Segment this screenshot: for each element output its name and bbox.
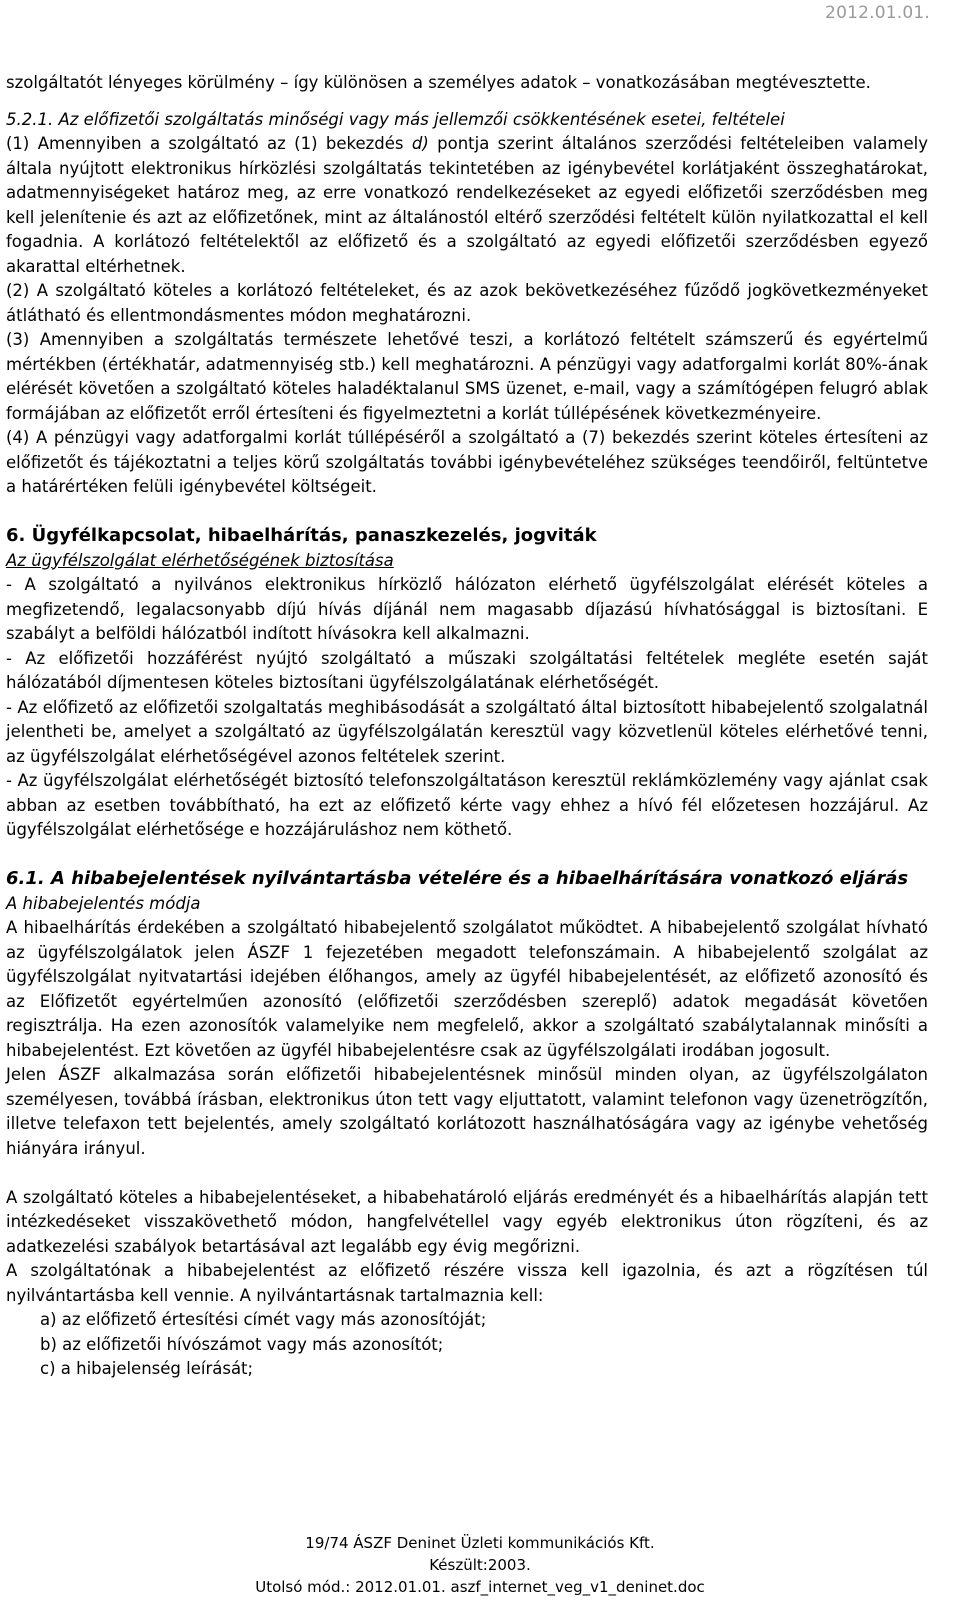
list-item: a) az előfizető értesítési címét vagy más azonosítóját; [40,1310,487,1329]
section-5-2-1-title: 5.2.1. Az előfizetői szolgáltatás minőségi vagy más jellemzői csökkentésének esetei, feltételei [6,109,785,129]
list-item: b) az előfizetői hívószámot vagy más azonosítót; [40,1334,444,1354]
header-date: 2012.01.01. [825,3,930,23]
footer-modified: Utolsó mód.: 2012.01.01. aszf_internet_veg_v1_deninet.doc [255,1578,705,1596]
paragraph-1-start: (1) Amennyiben a szolgáltató az (1) bekezdés [6,134,412,153]
page-footer [0,1532,960,1598]
paragraph-1 [6,132,928,279]
paragraph-4: (4) A pénzügyi vagy adatforgalmi korlát túllépéséről a szolgáltató a (7) bekezdés szerint köteles értesíteni az előfizetőt és tájékoztatni a teljes körű szolgáltatás további igénybevételéhez szükséges teendőiről, feltüntetve a határértéken felüli igénybevétel költségeit. [6,428,928,496]
section-6-1-title: 6.1. A hibabejelentések nyilvántartásba vételére és a hibaelhárítására vonatkozó eljárás [6,868,909,889]
list-item: c) a hibajelenség leírását; [40,1359,254,1378]
section-6-item-3: - Az előfizető az előfizetői szolgaltatás meghibásodását a szolgáltató által biztosított hibabejelentő szolgalatnál jelentheti be, amelyet a szolgáltató az ügyfélszolgálatán keresztül vagy közvetlenül köteles elérhetővé tenni, az ügyfélszolgálat elérhetőségével azonos feltételek szerint. [6,697,928,766]
section-6-title: 6. Ügyfélkapcsolat, hibaelhárítás, panaszkezelés, jogviták [6,525,597,546]
section-6-1-paragraph-1: A hibaelhárítás érdekében a szolgáltató hibabejelentő szolgálatot működtet. A hibabejelentő szolgálat hívható az ügyfélszolgálatok jelen ÁSZF 1 fejezetében megadott telefonszámain. A hibabejelentő szolgálat az ügyfélszolgálat nyitvatartási idejében élőhangos, amely az ügyfél hibabejelentését, az előfizető azonosító és az Előfizetőt egyértelműen azonosító (előfizetői szerződésben szereplő) adatok megadását követően regisztrálja. Ha ezen azonosítók valamelyike nem megfelelő, akkor a szolgáltató szabálytalannak minősíti a hibabejelentést. Ezt követően az ügyfél hibabejelentésre csak az ügyfélszolgálati irodában jogosult. [6,918,928,1060]
footer-page-info: 19/74 ÁSZF Deninet Üzleti kommunikációs Kft. [305,1534,655,1552]
section-6-1-paragraph-2: Jelen ÁSZF alkalmazása során előfizetői hibabejelentésnek minősül minden olyan, az ügyfélszolgálaton személyesen, továbbá írásban, elektronikus úton tett vagy eljuttatott, valamint telefonon vagy üzenetrögzítőn, illetve telefaxon tett bejelentés, amely szolgáltató korlátozott használhatóságára vagy az igénybe vehetőség hiányára irányul. [6,1065,928,1158]
paragraph-1-point: d) [411,134,429,153]
document-body [6,71,928,1382]
section-6-1-paragraph-3: A szolgáltató köteles a hibabejelentéseket, a hibabehatároló eljárás eredményét és a hibaelhárítás alapján tett intézkedéseket visszakövethető módon, hangfelvétellel vagy egyéb elektronikus úton rögzíteni, és az adatkezelési szabályok betartásával azt legalább egy évig megőrizni. [6,1187,928,1256]
footer-created: Készült:2003. [429,1556,531,1574]
section-6-item-4: - Az ügyfélszolgálat elérhetőségét biztosító telefonszolgáltatáson keresztül reklámközlemény vagy ajánlat csak abban az esetben továbbítható, ha ezt az előfizető kérte vagy ehhez a hívó fél előzetesen hozzájárul. Az ügyfélszolgálat elérhetősége e hozzájáruláshoz nem köthető. [6,771,928,839]
paragraph-3: (3) Amennyiben a szolgáltatás természete lehetővé teszi, a korlátozó feltételt számszerű és egyértelmű mértékben (értékhatár, adatmennyiség stb.) kell meghatározni. A pénzügyi vagy adatforgalmi korlát 80%-ának elérését követően a szolgáltató köteles haladéktalanul SMS üzenet, e-mail, vagy a számítógépen felugró ablak formájában az előfizetőt erről értesíteni és figyelmeztetni a korlát túllépésének következményeire. [6,330,928,423]
section-6-subtitle: Az ügyfélszolgálat elérhetőségének biztosítása [6,550,394,570]
section-6-item-1: - A szolgáltató a nyilvános elektronikus hírközlő hálózaton elérhető ügyfélszolgálat elérését köteles a megfizetendő, legalacsonyabb díjú hívás díjánál nem magasabb díjazású hívhatósággal is biztosítani. E szabályt a belföldi hálózatból indított hívásokra kell alkalmazni. [6,575,928,643]
requirements-list [6,1308,928,1382]
intro-paragraph: szolgáltatót lényeges körülmény – így különösen a személyes adatok – vonatkozásában megtévesztette. [6,73,871,92]
section-6-1-paragraph-4: A szolgáltatónak a hibabejelentést az előfizető részére vissza kell igazolnia, és azt a rögzítésen túl nyilvántartásba kell vennie. A nyilvántartásnak tartalmaznia kell: [6,1261,928,1305]
section-6-1-subtitle: A hibabejelentés módja [6,893,201,913]
section-6-item-2: - Az előfizetői hozzáférést nyújtó szolgáltató a műszaki szolgáltatási feltételek megléte esetén saját hálózatából díjmentesen köteles biztosítani ügyfélszolgálatának elérhetőségét. [6,648,928,692]
paragraph-1-rest: pontja szerint általános szerződési feltételeiben valamely általa nyújtott elektronikus hírközlési szolgáltatás tekintetében az igénybevétel korlátjaként összeghatárokat, adatmennyiségeket határoz meg, az erre vonatkozó rendelkezéseket az egyedi előfizetői szerződésben meg kell jelenítenie és azt az előfizetőnek, mint az általánostól eltérő szerződési feltételt külön nyilatkozattal el kell fogadnia. A korlátozó feltételektől az előfizető és a szolgáltató az egyedi előfizetői szerződésben egyező akarattal eltérhetnek. [6,134,928,276]
paragraph-2: (2) A szolgáltató köteles a korlátozó feltételeket, és az azok bekövetkezéséhez fűződő jogkövetkezményeket átlátható és ellentmondásmentes módon meghatározni. [6,281,928,325]
